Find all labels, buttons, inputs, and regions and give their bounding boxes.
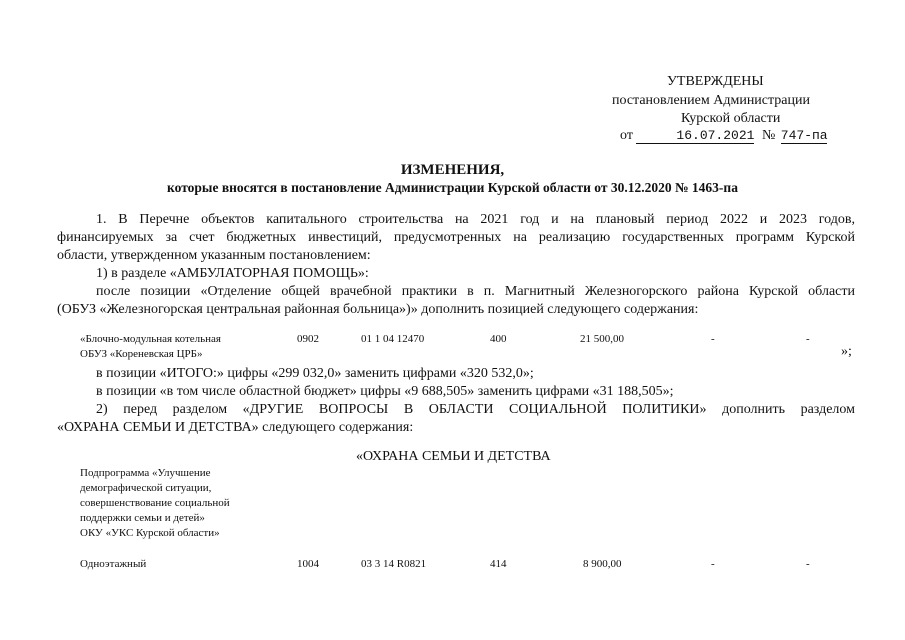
row1-dash-2: - [806,333,810,345]
paragraph-3-line-2: (ОБУЗ «Железногорская центральная районная больница»)» дополнить позицией следующего содержания: [57,302,699,317]
row2-target: 03 3 14 R0821 [361,558,427,570]
subprogram-line-1: Подпрограмма «Улучшение [80,467,211,479]
paragraph-1-line-1: 1. В Перечне объектов капитального строительства на 2021 год и на плановый период 2022 и 2023 годов, [96,212,855,227]
section-title: «ОХРАНА СЕМЬИ И ДЕТСТВА [356,449,551,464]
row2-dash-2: - [806,558,810,570]
approval-date-line [620,128,827,144]
row1-amount: 21 500,00 [580,333,624,345]
paragraph-6-line-1: 2) перед разделом «ДРУГИЕ ВОПРОСЫ В ОБЛАСТИ СОЦИАЛЬНОЙ ПОЛИТИКИ» дополнить разделом [96,402,855,417]
row1-name-line-1: «Блочно-модульная котельная [80,333,221,345]
paragraph-2: 1) в разделе «АМБУЛАТОРНАЯ ПОМОЩЬ»: [96,266,369,281]
row1-name-line-2: ОБУЗ «Кореневская ЦРБ» [80,348,203,360]
row2-code: 1004 [297,558,319,570]
approval-issuer: постановлением Администрации [612,93,810,108]
row1-closing: »; [841,344,852,359]
approval-region: Курской области [681,111,781,126]
subprogram-line-5: ОКУ «УКС Курской области» [80,527,220,539]
paragraph-1-line-2: финансируемых за счет бюджетных инвестиций, предусмотренных на реализацию государственных программ Курской [57,230,855,245]
paragraph-6-line-2: «ОХРАНА СЕМЬИ И ДЕТСТВА» следующего содержания: [57,420,414,435]
row1-target: 01 1 04 12470 [361,333,425,345]
document-title: ИЗМЕНЕНИЯ, [400,162,505,178]
row1-type: 400 [490,333,507,345]
approval-number: 747-па [780,128,828,143]
from-label: от [620,128,633,143]
row2-dash-1: - [711,558,715,570]
approval-date: 16.07.2021 [636,128,754,144]
paragraph-4: в позиции «ИТОГО:» цифры «299 032,0» заменить цифрами «320 532,0»; [96,366,534,381]
subprogram-line-2: демографической ситуации, [80,482,212,494]
row2-type: 414 [490,558,507,570]
number-label: № [761,128,776,143]
row2-amount: 8 900,00 [583,558,622,570]
paragraph-3-line-1: после позиции «Отделение общей врачебной практики в п. Магнитный Железногорского района Курской области [96,284,855,299]
document-subtitle: которые вносятся в постановление Администрации Курской области от 30.12.2020 № 1463-па [167,180,738,195]
subprogram-line-4: поддержки семьи и детей» [80,512,205,524]
row1-dash-1: - [711,333,715,345]
paragraph-1-line-3: области, утвержденном указанным постановлением: [57,248,371,263]
paragraph-5: в позиции «в том числе областной бюджет» цифры «9 688,505» заменить цифрами «31 188,505»; [96,384,674,399]
row2-name: Одноэтажный [80,558,147,570]
row1-code: 0902 [297,333,319,345]
approval-title: УТВЕРЖДЕНЫ [667,74,764,89]
subprogram-line-3: совершенствование социальной [80,497,230,509]
